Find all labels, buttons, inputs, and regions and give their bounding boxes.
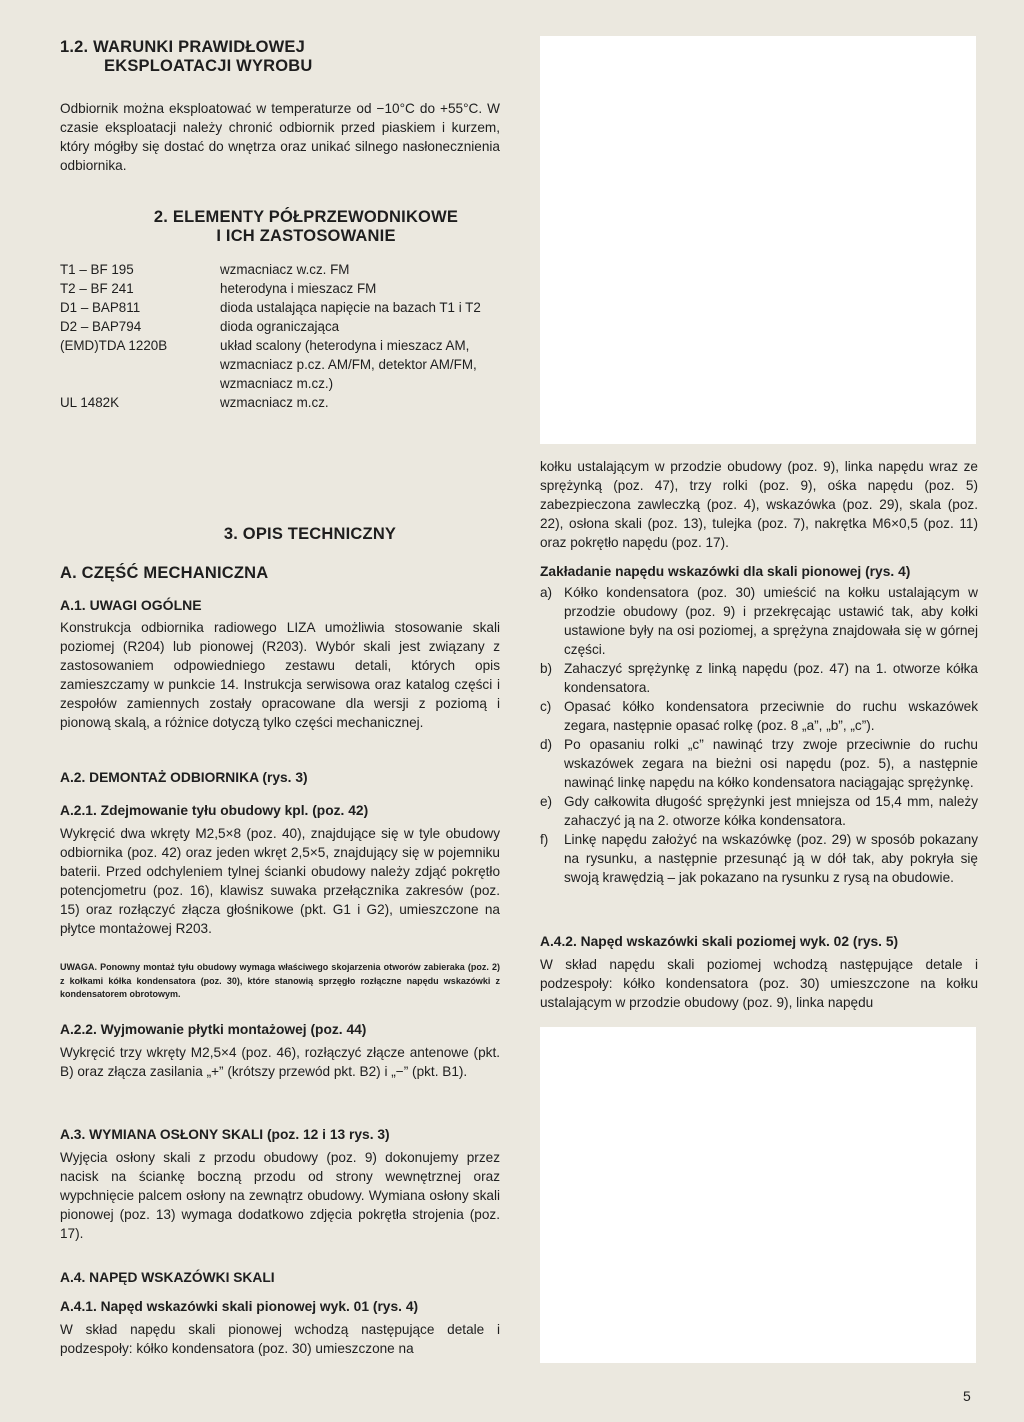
page-number: 5: [963, 1388, 971, 1404]
semiconductor-row: [60, 393, 500, 412]
a1-title: A.1. UWAGI OGÓLNE: [60, 597, 202, 613]
semiconductor-table: [60, 260, 500, 412]
a22-title: A.2.2. Wyjmowanie płytki montażowej (poz. 44): [60, 1022, 367, 1037]
list-item-label: e): [540, 794, 553, 809]
right-continuation: kołku ustalającym w przodzie obudowy (poz. 9), linka napędu wraz ze sprężynką (poz. 47), trzy rolki (poz. 9), ośka napędu (poz. 5) zabezpieczona zawleczką (poz. 4), wskazówka (poz. 29), skala (poz. 22), osłona skali (poz. 13), tulejka (poz. 7), nakrętka M6×0,5 (poz. 11) oraz pokrętło napędu (poz. 17).: [540, 459, 978, 550]
list-item: [540, 830, 978, 887]
component-code: D2 – BAP794: [60, 319, 142, 334]
a3-title: A.3. WYMIANA OSŁONY SKALI (poz. 12 i 13 rys. 3): [60, 1127, 390, 1142]
component-code: T1 – BF 195: [60, 262, 134, 277]
list-item: [540, 659, 978, 697]
list-item: [540, 792, 978, 830]
a42-body: W skład napędu skali poziomej wchodzą następujące detale i podzespoły: kółko kondensatora (poz. 30) umieszczone na kołku ustalającym w przodzie obudowy (poz. 9), linka napędu: [540, 957, 978, 1010]
component-code: (EMD)TDA 1220B: [60, 338, 168, 353]
semiconductor-row: [60, 298, 500, 317]
component-function: wzmacniacz m.cz.: [220, 395, 329, 410]
mount-steps: [540, 583, 978, 887]
a42-title: A.4.2. Napęd wskazówki skali poziomej wyk. 02 (rys. 5): [540, 934, 899, 949]
component-code: UL 1482K: [60, 395, 120, 410]
list-item-text: Gdy całkowita długość sprężynki jest mniejsza od 15,4 mm, należy zahaczyć ją na 2. otworze kółka kondensatora.: [564, 794, 978, 828]
a41-title: A.4.1. Napęd wskazówki skali pionowej wyk. 01 (rys. 4): [60, 1299, 419, 1314]
list-item-label: a): [540, 585, 553, 600]
list-item-text: Po opasaniu rolki „c” nawinąć trzy zwoje przeciwnie do ruchu wskazówek zegara na bieżni osi napędu (poz. 5), a następnie nawinąć linkę napędu na kółko kondensatora naciągając sprężynkę.: [564, 737, 978, 790]
mount-title: Zakładanie napędu wskazówki dla skali pionowej (rys. 4): [540, 564, 911, 579]
component-code: D1 – BAP811: [60, 300, 141, 315]
list-item: [540, 697, 978, 735]
component-code: T2 – BF 241: [60, 281, 134, 296]
a3-body: Wyjęcia osłony skali z przodu obudowy (poz. 9) dokonujemy przez nacisk na ściankę boczną przodu od strony wewnętrznej oraz wypchnięcie palcem osłony na zewnątrz obudowy. Wymiana osłony skali pionowej (poz. 13) wymaga dodatkowo zdjęcia pokrętła strojenia (poz. 17).: [60, 1150, 500, 1241]
uwaga-note: UWAGA. Ponowny montaż tyłu obudowy wymaga właściwego skojarzenia otworów zabieraka (poz. 2) z kołkami kółka kondensatora (poz. 30), które stanowią sprzęgło rozłączne napędu wskazówki z kondensatorem obrotowym.: [60, 962, 500, 999]
a2-title: A.2. DEMONTAŻ ODBIORNIKA (rys. 3): [60, 770, 308, 785]
section-3-title: 3. OPIS TECHNICZNY: [223, 525, 397, 543]
section-1-2-title: 1.2. WARUNKI PRAWIDŁOWEJ EKSPLOATACJI WYROBU: [60, 38, 313, 75]
semiconductor-row: [60, 336, 500, 393]
figure-placeholder-top: [540, 36, 976, 444]
semiconductor-row: [60, 260, 500, 279]
list-item: [540, 583, 978, 659]
a1-body: Konstrukcja odbiornika radiowego LIZA umożliwia stosowanie skali poziomej (R204) lub pionowej (R203). Wybór skali jest związany z zastosowaniem odpowiedniego zestawu detali, których opis zamieszczamy w punkcie 14. Instrukcja serwisowa oraz katalog części i zespołów zamiennych zostały opracowane dla wersji z poziomą i pionową skalą, a różnice dotyczą tylko części mechanicznej.: [60, 620, 500, 730]
semiconductor-row: [60, 279, 500, 298]
component-function: dioda ograniczająca: [220, 319, 340, 334]
component-function: układ scalony (heterodyna i mieszacz AM, wzmacniacz p.cz. AM/FM, detektor AM/FM, wzmacniacz m.cz.): [220, 338, 477, 391]
list-item-label: d): [540, 737, 553, 752]
a4-title: A.4. NAPĘD WSKAZÓWKI SKALI: [60, 1270, 275, 1285]
component-function: dioda ustalająca napięcie na bazach T1 i T2: [220, 300, 481, 315]
component-function: wzmacniacz w.cz. FM: [220, 262, 350, 277]
list-item-text: Linkę napędu założyć na wskazówkę (poz. 29) w sposób pokazany na rysunku, a następnie przesunąć ją w dół tak, aby pokryła się swoją krawędzią – jak pokazano na rysunku z rysą na obudowie.: [564, 832, 978, 885]
a22-body: Wykręcić trzy wkręty M2,5×4 (poz. 46), rozłączyć złącze antenowe (pkt. B) oraz złącza zasilania „+” (krótszy przewód pkt. B2) i „−” (pkt. B1).: [60, 1045, 500, 1079]
part-a-title: A. CZĘŚĆ MECHANICZNA: [60, 564, 269, 582]
list-item-text: Kółko kondensatora (poz. 30) umieścić na kołku ustalającym w przodzie obudowy (poz. 9) i przekręcając ustawić tak, aby kołki ustawione były na osi poziomej, a sprężyna znajdowała się w górnej części.: [564, 585, 978, 657]
a21-body: Wykręcić dwa wkręty M2,5×8 (poz. 40), znajdujące się w tyle obudowy odbiornika (poz. 42) oraz jeden wkręt 2,5×5, znajdujący się w pojemniku baterii. Przed odchyleniem tylnej ścianki obudowy należy zdjąć pokrętło potencjometru (poz. 16), klawisz suwaka przełącznika zakresów (poz. 15) oraz rozłączyć złącza głośnikowe (pkt. G1 i G2), umieszczone na płytce montażowej R203.: [60, 826, 500, 936]
component-function: heterodyna i mieszacz FM: [220, 281, 377, 296]
list-item-label: f): [540, 832, 549, 847]
list-item-text: Opasać kółko kondensatora przeciwnie do ruchu wskazówek zegara, następnie opasać rolkę (poz. 8 „a”, „b”, „c”).: [564, 699, 978, 733]
list-item-text: Zahaczyć sprężynkę z linką napędu (poz. 47) na 1. otworze kółka kondensatora.: [564, 661, 978, 695]
list-item: [540, 735, 978, 792]
a21-title: A.2.1. Zdejmowanie tyłu obudowy kpl. (poz. 42): [60, 803, 369, 818]
section-2-title: 2. ELEMENTY PÓŁPRZEWODNIKOWE I ICH ZASTOSOWANIE: [153, 208, 459, 245]
figure-placeholder-bottom: [540, 1027, 976, 1363]
a41-body: W skład napędu skali pionowej wchodzą następujące detale i podzespoły: kółko kondensatora (poz. 30) umieszczone na: [60, 1322, 500, 1356]
semiconductor-row: [60, 317, 500, 336]
list-item-label: b): [540, 661, 553, 676]
list-item-label: c): [540, 699, 552, 714]
section-1-2-body: Odbiornik można eksploatować w temperaturze od −10°C do +55°C. W czasie eksploatacji należy chronić odbiornik przed piaskiem i kurzem, który mógłby się dostać do wnętrza oraz unikać silnego nasłonecznienia odbiornika.: [60, 101, 500, 173]
